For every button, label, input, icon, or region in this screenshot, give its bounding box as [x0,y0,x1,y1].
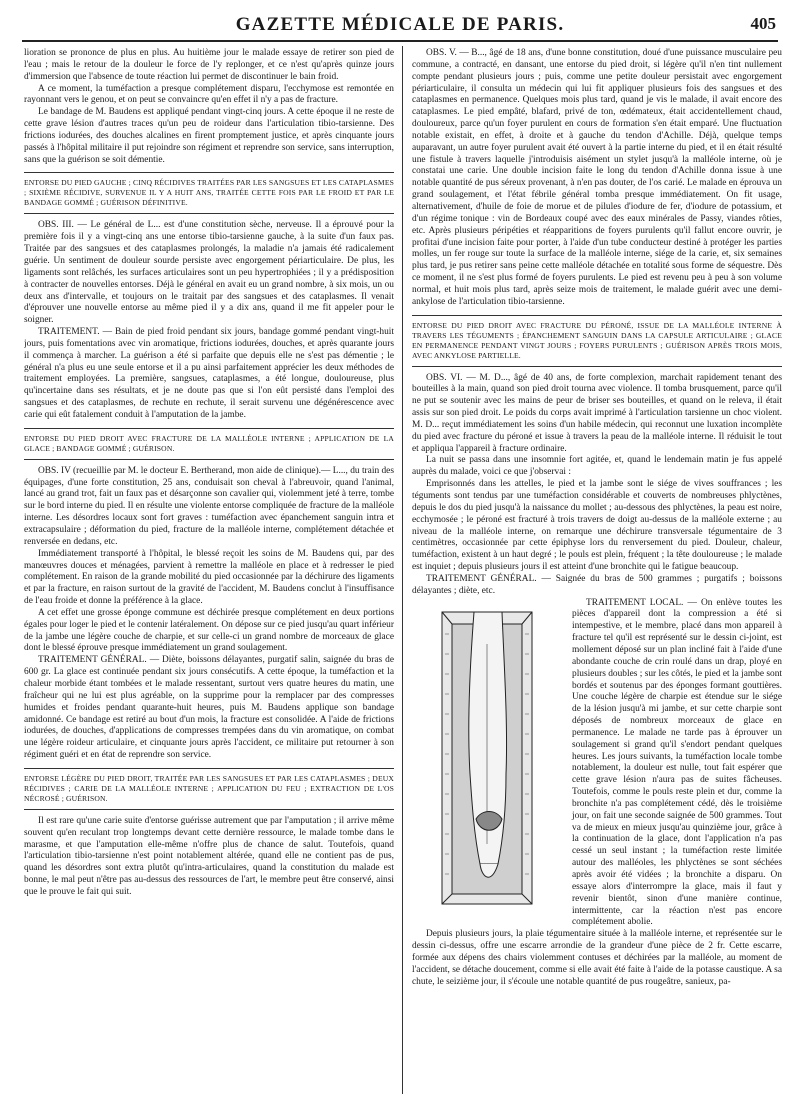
observation-paragraph: OBS. III. — Le général de L... est d'une constitution sèche, nerveuse. Il a éprouvé pour la première fois il y a vingt-cinq ans une entorse tibio-tarsienne gauche, à la suite d'un faux pas. Traitée par des sangsues et des cataplasmes prolongés, la maladie n'a jamais été radicalement guérie. Un sentiment de douleur sourde persiste avec engorgement périarticulaire. De plus, les ligaments sont relâchés, les surfaces articulaires sont un peu hypertrophiées ; il y a prédisposition à contracter de nouvelles entorses. Déjà le général en avait eu un grand nombre, à six mois, un ou deux ans d'intervalle, et toujours on le traitait par des sangsues et des cataplasmes. Il venait d'éprouver une nouvelle entorse au même pied il y a dix ans, quand il me fit appeler pour le soigner. [24,220,394,326]
column-divider [402,46,403,1094]
treatment-paragraph: TRAITEMENT. — Bain de pied froid pendant six jours, bandage gommé pendant vingt-huit jours, puis fomentations avec vin aromatique, frictions iodurées, douches, et après quarante jours il commença à marcher. La guérison a été si parfaite que depuis elle ne s'est pas démentie ; le général n'a plus eu une seule entorse et il a pu ainsi parfaitement apprécier les deux méthodes de traitement employées. La première, sangsues, cataplasmes, a été longue, douloureuse, plus qu'incertaine dans ses résultats, et je ne doute pas que si l'on eût persisté dans l'emploi des sangsues et des cataplasmes, de rechute en rechute, il serait survenu une dégénérescence avec carie qui eût fatalement conduit à l'amputation de la jambe. [24,327,394,420]
paragraph: lioration se prononce de plus en plus. Au huitième jour le malade essaye de retirer son pied de l'eau ; mais le retour de la douleur le force de l'y replonger, et ce n'est qu'après quinze jours d'immersion que l'absence de toute réaction lui permet de discontinuer le bain froid. [24,48,394,82]
observation-paragraph: OBS. IV (recueillie par M. le docteur E. Bertherand, mon aide de clinique).— L..., du train des équipages, d'une forte constitution, 25 ans, conduisait son cheval à l'abreuvoir, quand l'animal, lancé au grand trot, fait un faux pas et désarçonne son cavalier qui, violemment jeté à terre, tombe sur le bord interne du pied. Il en résulte une violente entorse compliquée de fracture de la malléole interne. Les désordres locaux sont fort graves : tuméfaction avec épanchement sanguin intra et extracapsulaire ; déformation du pied, fracture de la malléole interne, complétement détachée et renversée en dedans, etc. [24,465,394,547]
treatment-paragraph: TRAITEMENT LOCAL. — On enlève toutes les pièces d'appareil dont la compression a été si intempestive, et le membre, placé dans mon appareil à fracture tel qu'il est représenté sur le dessin ci-joint, est mollement déposé sur un plan incliné fait à l'aide d'une abondante couche de crin roulé dans un drap, ployé en plusieurs doubles ; sur les côtés, le pied et la jambe sont bordés et soutenus par des éponges formant gouttières. Une couche légère de charpie est étendue sur le siége de la lésion jusqu'à mi jambe, et sur cette charpie sont déposés de nombreux morceaux de glace en permanence. Le malade ne tarde pas à éprouver un soulagement si grand qu'il s'endort pendant quelques heures. Les jours suivants, la tuméfaction locale tombe notablement, la douleur est nulle, tout fait espérer que cette grave lésion n'aura pas de suites fâcheuses. Toutefois, comme le pouls reste plein et dur, comme la bronchite n'a pas complétement cédé, dès le troisième jour, on fait une seconde saignée de 500 grammes. Tout va de mieux en mieux jusqu'au quinzième jour, grâce à la continuation de la glace, dont l'application n'a pas cessé un seul instant ; la tuméfaction reste limitée autour des malléoles, les phlyctènes se sont séchées après avoir été vidées ; la bronchite a disparu. On essaye alors d'interrompre la glace, mais il faut y revenir bientôt, sinon d'une manière continue, intermittente, car la réaction n'est pas encore complétement abolie. [572,597,782,928]
paragraph: La nuit se passa dans une insomnie fort agitée, et, quand le lendemain matin je fus appelé auprès du malade, voici ce que j'observai : [412,455,782,478]
paragraph: Il est rare qu'une carie suite d'entorse guérisse autrement que par l'amputation ; il arrive même souvent qu'en reculant trop longtemps devant cette dernière ressource, le malade tombe dans le marasme, et que l'amputation elle-même n'offre plus de chance de salut. Toutefois, quand l'articulation tibio-tarsienne n'est point notablement altérée, quand elle ne contient pas de pus, quand les désordres sont extra plutôt qu'intra-articulaires, quand la constitution du malade est bonne, le mal peut n'être pas au-dessus des ressources de l'art, le membre peut être conservé, ainsi que le prouve le fait qui suit. [24,815,394,897]
paragraph: A ce moment, la tuméfaction a presque complétement disparu, l'ecchymose est remontée en rayonnant vers le genou, et on peut se convaincre qu'en effet il n'y a pas de fracture. [24,83,394,106]
page-number: 405 [750,14,776,33]
paragraph: Le bandage de M. Baudens est appliqué pendant vingt-cinq jours. A cette époque il ne reste de cette grave lésion d'autres traces qu'un peu de roideur dans l'articulation tibio-tarsienne. Des frictions iodurées, des douches alcalines en firent promptement justice, et après cinquante jours passés à l'hôpital militaire il put rejoindre son régiment et reprendre son service, sans interruption, sans que la guérison se soit démentie. [24,107,394,165]
paragraph: Depuis plusieurs jours, la plaie tégumentaire située à la malléole interne, et représentée sur le dessin ci-dessus, offre une escarre arrondie de la grandeur d'une pièce de 2 fr. Cette escarre, formée aux dépens des chairs violemment contuses et déchirées par la malléole, au moment de l'accident, se détache doucement, comme si elle avait été faite à l'aide de la potasse caustique. A sa chute, le seizième jour, il s'écoule une notable quantité de pus rougeâtre, sanieux, pa- [412,929,782,987]
left-column [24,48,394,1093]
section-heading: ENTORSE DU PIED DROIT AVEC FRACTURE DE LA MALLÉOLE INTERNE ; APPLICATION DE LA GLACE ; BANDAGE GOMMÉ ; GUÉRISON. [24,428,394,460]
engraving-illustration [412,604,562,924]
section-heading: ENTORSE DU PIED DROIT AVEC FRACTURE DU PÉRONÉ, ISSUE DE LA MALLÉOLE INTERNE À TRAVERS LES TÉGUMENTS ; ÉPANCHEMENT SANGUIN DANS LA CAPSULE ARTICULAIRE ; GLACE EN PERMANENCE PENDANT VINGT JOURS ; FOYERS PURULENTS ; GUÉRISON APRÈS TROIS MOIS, AVEC ANKYLOSE PARTIELLE. [412,315,782,367]
section-heading: ENTORSE DU PIED GAUCHE ; CINQ RÉCIDIVES TRAITÉES PAR LES SANGSUES ET LES CATAPLASMES ; SIXIÈME RÉCIDIVE, SURVENUE IL Y A HUIT ANS, TRAITÉE CETTE FOIS PAR LE FROID ET PAR LE BANDAGE GOMMÉ ; GUÉRISON DÉFINITIVE. [24,172,394,214]
paragraph: Immédiatement transporté à l'hôpital, le blessé reçoit les soins de M. Baudens qui, par des manœuvres douces et ménagées, parvient à remettre la malléole en place et à redresser le pied complétement. En raison de la grande mobilité du pied occasionnée par la déchirure des ligaments et par la fracture, en raison surtout de la gravité de l'accident, M. Baudens conclut à l'insuffisance de l'eau froide et donne la préférence à la glace. [24,548,394,607]
paragraph: Emprisonnés dans les attelles, le pied et la jambe sont le siége de vives souffrances ; les téguments sont tendus par une tuméfaction considérable et couverts de nombreuses phlyctènes, depuis le dos du pied jusqu'à la naissance du mollet ; au-dessous des phlyctènes, la peau est noire, ecchymosée ; le péroné est fracturé à trois travers de doigt au-dessus de la malléole externe ; au niveau de la malléole interne, on remarque une déchirure transversale tégumentaire de 3 centimètres, occasionnée par cette épiphyse lors du renversement du pied. Douleur, chaleur, tuméfaction, existent à un haut degré ; le pouls est plein, fréquent ; la tête douloureuse ; le malade est inquiet ; depuis plusieurs jours il est atteint d'une bronchite qui le fatigue beaucoup. [412,479,782,573]
paragraph: A cet effet une grosse éponge commune est déchirée presque complétement en deux portions égales pour loger le pied et le contenir latéralement. On dépose sur ce pied jusqu'au quart inférieur de la jambe une légère couche de charpie, et sur celle-ci un grand nombre de morceaux de glace dont le blessé éprouve presque immédiatement un grand soulagement. [24,607,394,654]
section-heading: ENTORSE LÉGÈRE DU PIED DROIT, TRAITÉE PAR LES SANGSUES ET PAR LES CATAPLASMES ; DEUX RÉCIDIVES ; CARIE DE LA MALLÉOLE INTERNE ; APPLICATION DU FEU ; EXTRACTION DE L'OS NÉCROSÉ ; GUÉRISON. [24,768,394,810]
right-column [412,48,782,1093]
observation-paragraph: OBS. VI. — M. D..., âgé de 40 ans, de forte complexion, marchait rapidement tenant des bouteilles à la main, quand son pied droit tourna avec violence. Il tomba brusquement, parce qu'il ne put se soutenir avec les mains de peur de briser ses bouteilles, et quand on le releva, il était assis sur son pied droit. Le poids du corps avait imprimé à l'articulation tarsienne un choc violent. M. D... reçut immédiatement les soins d'un habile médecin, qui reconnut une luxation incomplète du pied avec fracture du péroné et issue à travers la peau de la malléole interne. Il réduisit le tout et appliqua l'appareil à fracture ordinaire. [412,372,782,454]
header-rule [22,40,778,42]
fracture-apparatus-icon [412,604,562,924]
observation-paragraph: OBS. V. — B..., âgé de 18 ans, d'une bonne constitution, doué d'une puissance musculaire peu commune, a contracté, en dansant, une entorse du pied droit, si légère qu'il n'en tint nullement compte pendant plusieurs jours ; puis, comme une petite douleur persistait avec engorgement périarticulaire, il consulta un médecin qui lui fit appliquer plusieurs fois des sangsues et des cataplasmes en permanence. Quelques mois plus tard, quand je vis le malade, il avait encore des cataplasmes. Le pied empâté, blafard, privé de ton, œdémateux, était accidentellement chaud, douloureux, parce qu'un foyer purulent en cours de formation s'en était emparé. Une fluctuation notable existait, en effet, à droite et à gauche du tendon d'Achille. Déjà, quelque temps auparavant, un autre foyer purulent avait été ouvert à la partie interne du pied, et il en était résulté une fistule à travers laquelle j'introduisis aisément un stylet jusqu'à la malléole interne, où je constatai une carie. Une double incision faite le long du tendon d'Achille donna issue à une notable quantité de pus séreux provenant, à n'en pas douter, de l'os carié. Le malade en éprouva un grand soulagement, et l'état fébrile général tomba presque immédiatement. On fit usage, alternativement, d'huile de foie de morue et de pilules d'iodure de fer, d'iodure de potassium, et d'un régime tonique : vin de Bordeaux coupé avec des eaux minérales de Passy, viandes rôties, etc. Après plusieurs péripéties et réapparitions de foyers purulents qu'il fallut encore ouvrir, je profitai d'une incision faite pour porter, à l'aide d'un tube conducteur destiné à protéger les parties molles, un fer rouge sur toute la surface de la malléole interne, siége de la carie, et, six semaines plus tard, je pus retirer sans peine cette malléole détachée en totalité sous forme de séquestre. Dès ce moment, il ne s'est plus formé de foyers purulents. Le pied est revenu peu à peu à son volume normal, et huit mois plus tard, après seize mois de traitement, le malade guérit avec une demi-ankylose de l'articulation tibio-tarsienne. [412,48,782,307]
treatment-paragraph: TRAITEMENT GÉNÉRAL. — Saignée du bras de 500 grammes ; purgatifs ; boissons délayantes ; diète, etc. [412,573,782,596]
treatment-paragraph: TRAITEMENT GÉNÉRAL. — Diète, boissons délayantes, purgatif salin, saignée du bras de 600 gr. La glace est continuée pendant six jours consécutifs. A cette époque, la tuméfaction et la chaleur morbide étant tombées et le malade ressentant, surtout vers quatre heures du matin, une fraîcheur qui ne lui est plus agréable, on la supprime pour la remplacer par des compresses humides et froides pendant quarante-huit heures, puis M. Baudens applique son bandage amidonné. Ce bandage est retiré au bout d'un mois, la fracture est consolidée. A l'aide de frictions iodurées, de douches, d'applications de compresses trempées dans du vin aromatique, on combat une légère roideur articulaire, et cinquante jours après l'accident, ce militaire put retourner à son régiment guéri et en état de reprendre son service. [24,655,394,761]
page-header [22,10,778,40]
journal-title: GAZETTE MÉDICALE DE PARIS. [235,14,565,35]
